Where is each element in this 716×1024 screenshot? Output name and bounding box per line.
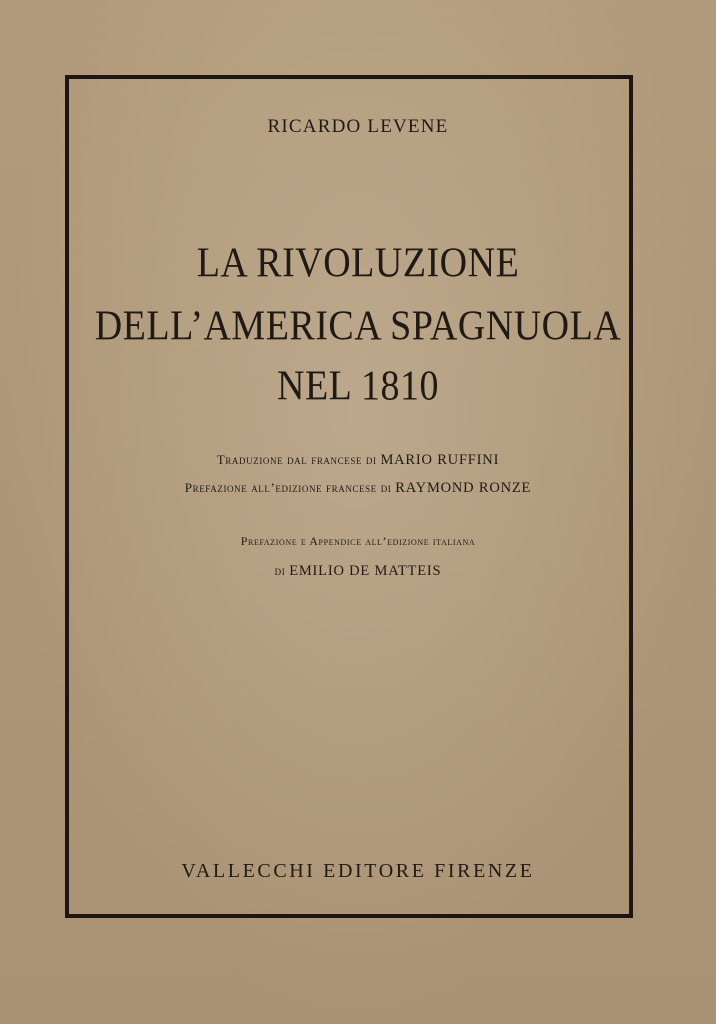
- italian-preface-credit: Prefazione e Appendice all’edizione italiana: [240, 534, 476, 548]
- french-preface-prefix: Prefazione all’edizione francese di: [184, 480, 392, 495]
- french-preface-author: RAYMOND RONZE: [395, 480, 532, 496]
- title-line-1: LA RIVOLUZIONE: [196, 239, 520, 287]
- translation-prefix: Traduzione dal francese di: [216, 452, 377, 467]
- title-line-2: DELL’AMERICA SPAGNUOLA: [94, 302, 622, 350]
- italian-preface-author-line: [0, 563, 716, 580]
- publisher-imprint: VALLECCHI EDITORE FIRENZE: [181, 860, 535, 882]
- french-preface-credit: [0, 480, 716, 497]
- translation-credit: [0, 452, 716, 469]
- italian-preface-author: EMILIO DE MATTEIS: [289, 563, 442, 579]
- translator-name: MARIO RUFFINI: [380, 452, 500, 468]
- italian-preface-by: di: [274, 563, 286, 578]
- title-line-3: NEL 1810: [277, 362, 439, 410]
- author-name: RICARDO LEVENE: [267, 116, 449, 137]
